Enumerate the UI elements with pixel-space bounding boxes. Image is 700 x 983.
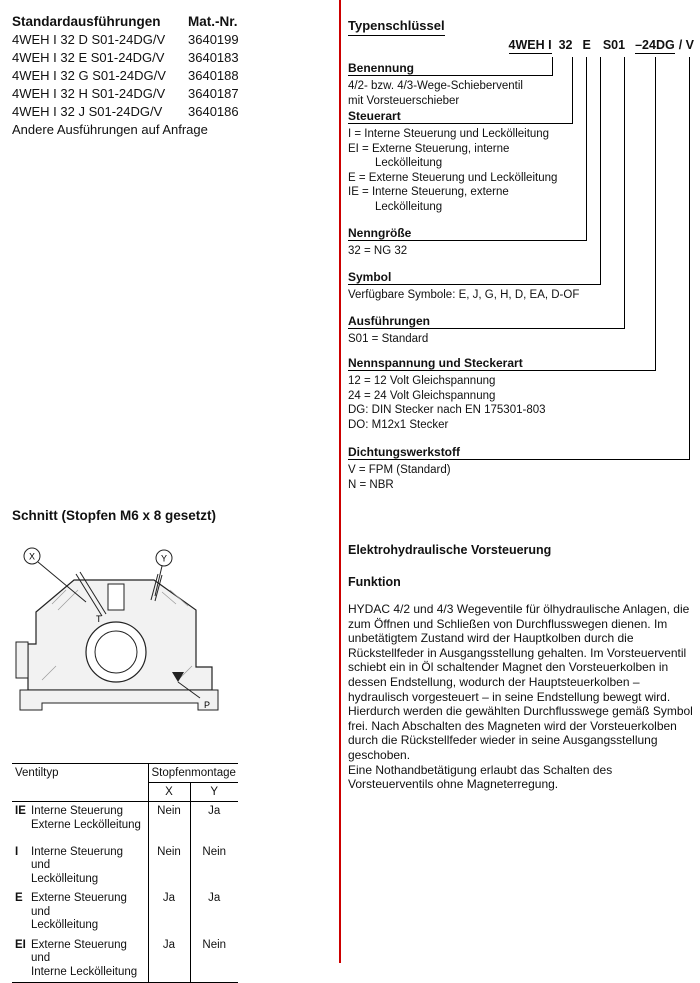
dichtung-item: V = FPM (Standard) (348, 464, 451, 476)
connector-steuerart (572, 57, 573, 123)
stopfen-x-value: Nein (148, 843, 190, 890)
connector-nennspannung (655, 57, 656, 370)
type-code-symbol: E (582, 38, 591, 52)
valve-type-code: EI (15, 938, 26, 951)
valve-type-code: E (15, 892, 23, 904)
steuerart-item-cont: Leckölleitung (375, 200, 443, 213)
benennung-line1: 4/2- bzw. 4/3-Wege-Schieberventil (348, 80, 523, 92)
dichtung-heading: Dichtungswerkstoff (348, 445, 461, 459)
dichtung-list (348, 463, 451, 492)
benennung-line2: mit Vorsteuerschieber (348, 94, 460, 107)
part-matnr: 3640183 (188, 50, 239, 65)
nennspannung-item: DO: M12x1 Stecker (348, 418, 449, 431)
steuerart-item: IE = Interne Steuerung, externe (348, 186, 509, 198)
funktion-paragraph-1: HYDAC 4/2 und 4/3 Wegeventile für ölhydraulische Anlagen, die zum Öffnen und Schließen von Durchflusswegen dienen. Im unbetätigtem Zustand wird der Hauptkolben durch die Rückstellfeder in Ausgangsstellung gehalten. Im Vorsteuerventil schiebt ein in Öl schaltender Magnet den Vorsteuerkolben in dessen Endstellung, wodurch der Hauptsteuerkolben – hydraulisch vorgesteuert – in seine Endstellung bewegt wird. Hierdurch werden die gewählten Durchflusswege gemäß Symbol frei. Nach Abschalten des Magneten wird der Vorsteuerkolben durch die Rückstellfeder wieder in seine Ausgangsstellung geschoben. (348, 602, 693, 762)
part-row (12, 85, 332, 103)
part-code: 4WEH I 32 G S01-24DG/V (12, 68, 166, 83)
part-code: 4WEH I 32 J S01-24DG/V (12, 104, 163, 119)
table-row (12, 843, 238, 890)
valve-type-desc-line2: Leckölleitung (31, 919, 99, 931)
table-row (12, 936, 238, 983)
col-header-stopfenmontage: Stopfenmontage (148, 764, 238, 783)
stopfen-y-value: Ja (208, 805, 221, 817)
valve-type-code: IE (15, 805, 26, 817)
type-code-family: 4WEH I (508, 38, 552, 52)
benennung-heading: Benennung (348, 61, 414, 75)
funktion-text (348, 602, 694, 792)
col-header-ventiltyp: Ventiltyp (12, 764, 148, 802)
matnr-heading: Mat.-Nr. (188, 14, 238, 29)
port-t-label: T (96, 614, 102, 624)
rule-nenngroesse (348, 240, 587, 241)
nennspannung-item: DG: DIN Stecker nach EN 175301-803 (348, 404, 546, 416)
standard-versions-heading: Standardausführungen (12, 14, 161, 29)
standard-versions-section (12, 13, 332, 139)
valve-type-desc-line2: Externe Leckölleitung (31, 818, 141, 831)
col-header-y: Y (190, 783, 238, 802)
nenngroesse-text: 32 = NG 32 (348, 245, 408, 257)
benennung-text (348, 79, 523, 108)
part-row (12, 49, 332, 67)
part-row (12, 103, 332, 121)
valve-type-code: I (15, 845, 19, 858)
rule-dichtung (348, 459, 690, 460)
rule-ausfuehrungen (348, 328, 625, 329)
ausfuehrungen-text: S01 = Standard (348, 333, 429, 345)
stopfen-x-value: Ja (148, 936, 190, 983)
balloon-y-label: Y (160, 553, 168, 564)
steuerart-item: EI = Externe Steuerung, interne (348, 142, 510, 155)
rule-steuerart (348, 123, 573, 124)
ausfuehrungen-heading: Ausführungen (348, 314, 430, 328)
stopfen-y-value: Nein (202, 845, 227, 858)
col-header-x: X (148, 783, 190, 802)
column-separator (339, 0, 341, 963)
balloon-x-label: X (28, 551, 36, 562)
typenschluessel-title: Typenschlüssel (348, 18, 445, 36)
valve-left-port-block (16, 642, 28, 678)
part-code: 4WEH I 32 E S01-24DG/V (12, 50, 165, 65)
funktion-heading: Funktion (348, 575, 401, 589)
pilot-slot (108, 584, 124, 610)
vorsteuerung-heading: Elektrohydraulische Vorsteuerung (348, 543, 552, 557)
port-p-label: P (204, 700, 211, 710)
steuerart-item-cont: Leckölleitung (375, 157, 443, 169)
part-matnr: 3640188 (188, 68, 239, 83)
funktion-paragraph-2: Eine Nothandbetätigung erlaubt das Schalten des Vorsteuerventils ohne Magneterregung. (348, 762, 613, 792)
rule-benennung (348, 75, 553, 76)
valve-type-desc-line2: Interne Leckölleitung (31, 965, 138, 978)
table-row (12, 889, 238, 936)
valve-type-desc-line2: Leckölleitung (31, 872, 99, 885)
stopfen-x-value: Ja (148, 889, 190, 936)
part-row (12, 31, 332, 49)
rule-symbol (348, 284, 601, 285)
part-code: 4WEH I 32 D S01-24DG/V (12, 32, 166, 47)
part-matnr: 3640186 (188, 104, 239, 119)
stopfen-x-value: Nein (148, 802, 190, 843)
steuerart-list (348, 127, 557, 214)
part-matnr: 3640199 (188, 32, 239, 47)
connector-benennung (552, 57, 553, 75)
type-code-version: S01 (602, 38, 626, 52)
type-code-seal: / V (678, 38, 694, 52)
steuerart-item: E = Externe Steuerung und Leckölleitung (348, 171, 558, 184)
dichtung-item: N = NBR (348, 478, 394, 491)
valve-type-desc-line1: Interne Steuerung (31, 805, 124, 817)
nennspannung-item: 12 = 12 Volt Gleichspannung (348, 375, 496, 387)
stopfen-y-value: Nein (202, 938, 227, 951)
stopfen-table (12, 763, 238, 983)
valve-type-desc-line1: Externe Steuerung und (31, 938, 127, 964)
type-code (348, 38, 697, 54)
rule-nennspannung (348, 370, 656, 371)
valve-type-desc-line1: Interne Steuerung und (31, 845, 124, 871)
table-row (12, 802, 238, 843)
valve-cross-section-drawing (12, 540, 247, 755)
type-code-voltage: –24DG (635, 38, 675, 52)
symbol-text: Verfügbare Symbole: E, J, G, H, D, EA, D-OF (348, 289, 580, 301)
other-versions-note: Andere Ausführungen auf Anfrage (12, 122, 208, 137)
steuerart-item: I = Interne Steuerung und Leckölleitung (348, 128, 550, 140)
connector-nenngroesse (586, 57, 587, 240)
valve-base-flange (20, 690, 218, 710)
type-code-size: 32 (558, 38, 573, 52)
nennspannung-list (348, 374, 546, 432)
nenngroesse-heading: Nenngröße (348, 226, 412, 240)
part-code: 4WEH I 32 H S01-24DG/V (12, 86, 166, 101)
connector-ausfuehrungen (624, 57, 625, 328)
schnitt-heading: Schnitt (Stopfen M6 x 8 gesetzt) (12, 508, 217, 523)
connector-dichtung (689, 57, 690, 459)
valve-type-desc-line1: Externe Steuerung und (31, 892, 127, 918)
part-row (12, 67, 332, 85)
stopfen-y-value: Ja (208, 892, 221, 904)
steuerart-heading: Steuerart (348, 109, 401, 123)
connector-symbol (600, 57, 601, 284)
nennspannung-item: 24 = 24 Volt Gleichspannung (348, 389, 496, 402)
part-matnr: 3640187 (188, 86, 239, 101)
nennspannung-heading: Nennspannung und Steckerart (348, 356, 523, 370)
symbol-heading: Symbol (348, 270, 392, 284)
